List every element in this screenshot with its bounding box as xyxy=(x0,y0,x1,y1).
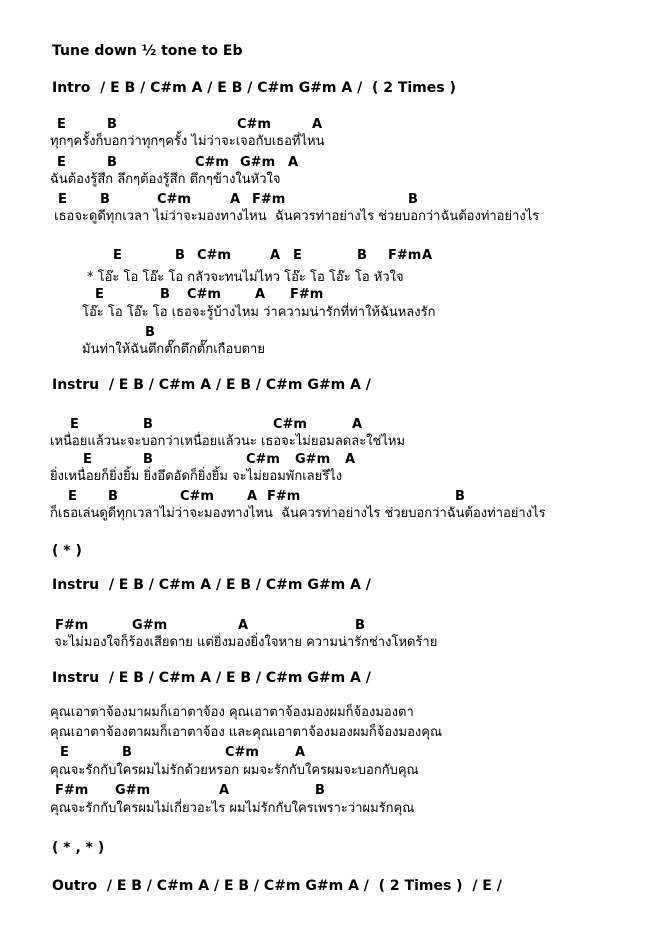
section-line: Intro / E B / C#m A / E B / C#m G#m A / ( 2 Times ) xyxy=(52,80,456,96)
chord-label: A xyxy=(352,417,363,432)
chord-label: C#m xyxy=(246,452,280,467)
section-line: Instru / E B / C#m A / E B / C#m G#m A / xyxy=(52,577,371,593)
chord-row xyxy=(0,192,666,209)
tuning-note: Tune down ½ tone to Eb xyxy=(52,43,243,59)
chord-label: A xyxy=(270,248,281,263)
section-line: Outro / E B / C#m A / E B / C#m G#m A / ( 2 Times ) / E / xyxy=(52,878,502,894)
chord-label: C#m xyxy=(157,192,191,207)
chord-label: C#m xyxy=(187,287,221,302)
chord-label: C#m xyxy=(180,489,214,504)
chord-row xyxy=(0,783,666,800)
chord-label: F#m xyxy=(55,783,89,798)
chord-label: F#m xyxy=(267,489,301,504)
lyric-line: โอ๊ะ โอ โอ๊ะ โอ เธอจะรู้บ้างไหม ว่าความน่ารักที่ท่าให้ฉันหลงรัก xyxy=(82,305,436,320)
lyric-line: ยิ่งเหนื่อยก็ยิ่งยิ้ม ยิ่งอึดอัดก็ยิ่งยิ้ม จะไม่ยอมพักเลยรึไง xyxy=(50,469,343,484)
chord-label: F#m xyxy=(388,248,422,263)
chord-label: B xyxy=(107,117,117,132)
lyric-line: คุณจะรักกับใครผมไม่รักด้วยหรอก ผมจะรักกับใครผมจะบอกกับคุณ xyxy=(50,763,419,778)
chord-label: B xyxy=(455,489,465,504)
chord-label: A xyxy=(238,618,249,633)
chord-label: G#m xyxy=(240,155,276,170)
chord-label: B xyxy=(143,417,153,432)
chord-label: C#m xyxy=(237,117,271,132)
chord-label: B xyxy=(357,248,367,263)
chord-label: E xyxy=(113,248,122,263)
chord-row xyxy=(0,745,666,762)
section-line: ( * ) xyxy=(52,543,82,559)
chord-label: G#m xyxy=(115,783,151,798)
lyric-line: มันท่าให้ฉันตึกตั๊กตึกตั๊กเกือบตาย xyxy=(82,342,265,357)
lyric-line: เหนื่อยแล้วนะจะบอกว่าเหนื่อยแล้วนะ เธอจะไม่ยอมลดละใช่ไหม xyxy=(50,434,406,449)
chord-label: E xyxy=(57,155,66,170)
chord-label: B xyxy=(107,155,117,170)
chord-label: B xyxy=(160,287,170,302)
chord-label: E xyxy=(95,287,104,302)
chord-label: A xyxy=(312,117,323,132)
chord-label: E xyxy=(57,117,66,132)
chord-label: A xyxy=(422,248,433,263)
chord-label: B xyxy=(175,248,185,263)
lyric-line: คุณเอาตาจ้องตาผมก็เอาตาจ้อง และคุณเอาตาจ้องมองผมก็จ้องมองคุณ xyxy=(50,725,443,740)
lyric-line: ทุกๆครั้งก็บอกว่าทุกๆครั้ง ไม่ว่าจะเจอกับเธอที่ไหน xyxy=(50,134,325,149)
chord-label: A xyxy=(345,452,356,467)
chord-row xyxy=(0,117,666,134)
lyric-line: ก็เธอเล่นดูดีทุกเวลาไม่ว่าจะมองทางไหน ฉันควรท่าอย่างไร ช่วยบอกว่าฉันต้องท่าอย่างไร xyxy=(50,506,546,521)
lyric-line: คุณจะรักกับใครผมไม่เกี่ยวอะไร ผมไม่รักกับใครเพราะว่าผมรักคุณ xyxy=(50,801,415,816)
chord-label: A xyxy=(230,192,241,207)
chord-label: E xyxy=(58,192,67,207)
chord-row xyxy=(0,417,666,434)
chord-label: B xyxy=(145,325,155,340)
chord-label: B xyxy=(100,192,110,207)
chord-label: A xyxy=(255,287,266,302)
chord-label: E xyxy=(293,248,302,263)
chord-label: C#m xyxy=(197,248,231,263)
lyric-line: คุณเอาตาจ้องมาผมก็เอาตาจ้อง คุณเอาตาจ้องมองผมก็จ้องมองตา xyxy=(50,705,414,720)
chord-label: A xyxy=(247,489,258,504)
section-line: Instru / E B / C#m A / E B / C#m G#m A / xyxy=(52,377,371,393)
chord-label: B xyxy=(143,452,153,467)
chord-label: A xyxy=(295,745,306,760)
chord-label: F#m xyxy=(252,192,286,207)
chord-label: C#m xyxy=(195,155,229,170)
lyric-line: ฉันต้องรู้สึก ลึกๆต้องรู้สึก ตึกๆข้างในหัวใจ xyxy=(50,172,281,187)
section-line: ( * , * ) xyxy=(52,840,105,856)
lyric-line: * โอ๊ะ โอ โอ๊ะ โอ กลัวจะทนไม่ไหว โอ๊ะ โอ โอ๊ะ โอ หัวใจ xyxy=(87,270,404,285)
chord-label: F#m xyxy=(55,618,89,633)
section-line: Instru / E B / C#m A / E B / C#m G#m A / xyxy=(52,670,371,686)
chord-label: G#m xyxy=(295,452,331,467)
chord-label: B xyxy=(408,192,418,207)
chord-row xyxy=(0,618,666,635)
chord-label: E xyxy=(70,417,79,432)
chord-label: A xyxy=(219,783,230,798)
chord-row xyxy=(0,287,666,304)
chord-label: G#m xyxy=(132,618,168,633)
chord-label: C#m xyxy=(273,417,307,432)
chord-row xyxy=(0,325,666,342)
chord-label: A xyxy=(288,155,299,170)
chord-label: C#m xyxy=(225,745,259,760)
chord-row xyxy=(0,155,666,172)
chord-label: B xyxy=(355,618,365,633)
chord-label: B xyxy=(108,489,118,504)
chord-label: E xyxy=(68,489,77,504)
chord-label: B xyxy=(315,783,325,798)
chord-label: F#m xyxy=(290,287,324,302)
chord-label: E xyxy=(83,452,92,467)
chord-row xyxy=(0,489,666,506)
lyric-line: เธอจะดูดีทุกเวลา ไม่ว่าจะมองทางไหน ฉันควรท่าอย่างไร ช่วยบอกว่าฉันต้องท่าอย่างไร xyxy=(50,209,540,224)
chord-row xyxy=(0,452,666,469)
chord-row xyxy=(0,248,666,265)
lyric-line: จะไม่มองใจก็ร้องเสียดาย แต่ยิ่งมองยิ่งใจหาย ความน่ารักช่างโหดร้าย xyxy=(50,635,438,650)
chord-label: B xyxy=(122,745,132,760)
chord-label: E xyxy=(60,745,69,760)
